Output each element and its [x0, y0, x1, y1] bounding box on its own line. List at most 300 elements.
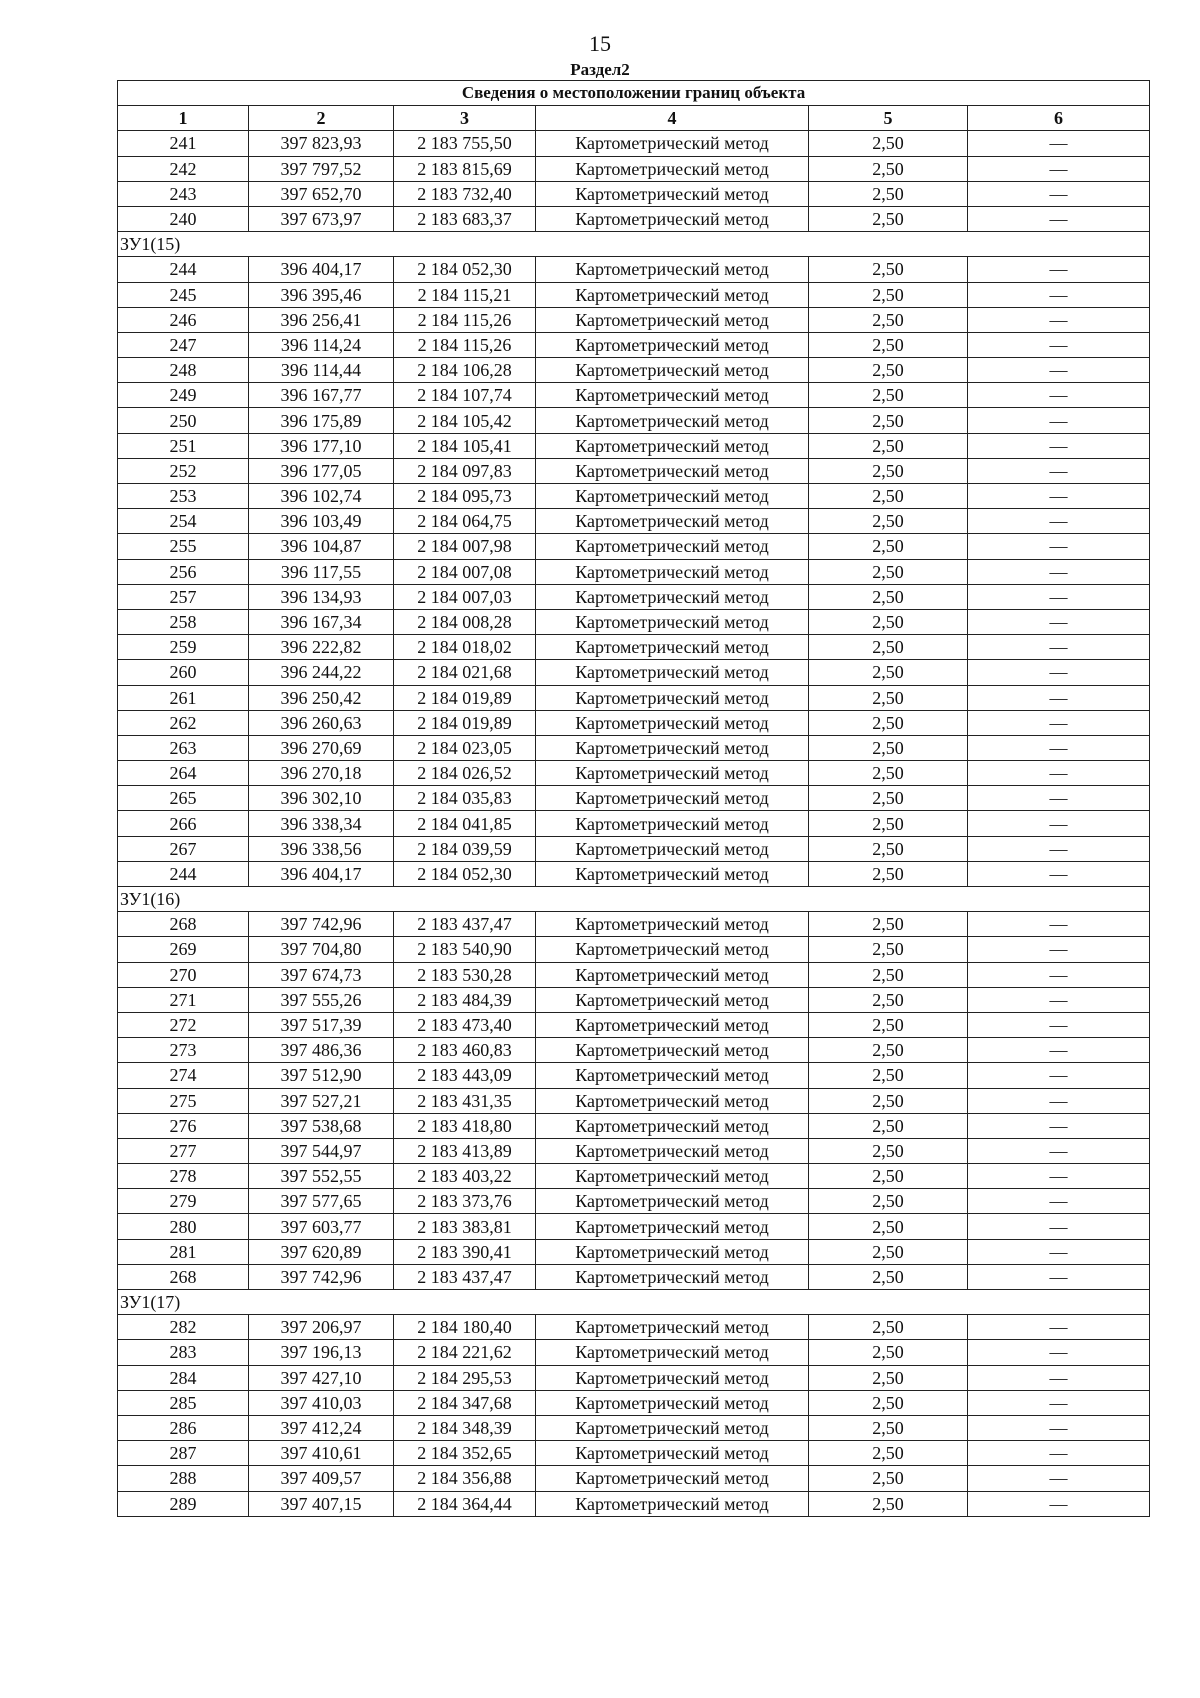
description-cell: — [968, 1466, 1150, 1491]
point-number-cell: 244 [118, 257, 249, 282]
coord-x-cell: 396 114,44 [249, 358, 394, 383]
coord-x-cell: 396 250,42 [249, 685, 394, 710]
column-header: 2 [249, 106, 394, 131]
accuracy-cell: 2,50 [809, 937, 968, 962]
description-cell: — [968, 786, 1150, 811]
accuracy-cell: 2,50 [809, 1138, 968, 1163]
accuracy-cell: 2,50 [809, 257, 968, 282]
accuracy-cell: 2,50 [809, 509, 968, 534]
coord-y-cell: 2 184 115,21 [394, 282, 536, 307]
coord-y-cell: 2 184 007,03 [394, 584, 536, 609]
accuracy-cell: 2,50 [809, 584, 968, 609]
method-cell: Картометрический метод [536, 1264, 809, 1289]
point-number-cell: 270 [118, 962, 249, 987]
point-number-cell: 285 [118, 1390, 249, 1415]
method-cell: Картометрический метод [536, 282, 809, 307]
point-number-cell: 283 [118, 1340, 249, 1365]
description-cell: — [968, 181, 1150, 206]
method-cell: Картометрический метод [536, 761, 809, 786]
description-cell: — [968, 761, 1150, 786]
coord-x-cell: 397 407,15 [249, 1491, 394, 1516]
accuracy-cell: 2,50 [809, 912, 968, 937]
description-cell: — [968, 584, 1150, 609]
method-cell: Картометрический метод [536, 1138, 809, 1163]
coord-y-cell: 2 183 403,22 [394, 1164, 536, 1189]
point-number-cell: 284 [118, 1365, 249, 1390]
description-cell: — [968, 609, 1150, 634]
method-cell: Картометрический метод [536, 1491, 809, 1516]
accuracy-cell: 2,50 [809, 1390, 968, 1415]
coord-x-cell: 397 544,97 [249, 1138, 394, 1163]
method-cell: Картометрический метод [536, 1340, 809, 1365]
point-number-cell: 275 [118, 1088, 249, 1113]
point-number-cell: 243 [118, 181, 249, 206]
column-header: 6 [968, 106, 1150, 131]
coord-x-cell: 396 270,69 [249, 735, 394, 760]
description-cell: — [968, 1390, 1150, 1415]
coord-y-cell: 2 184 115,26 [394, 332, 536, 357]
coord-x-cell: 397 673,97 [249, 206, 394, 231]
coord-y-cell: 2 184 064,75 [394, 509, 536, 534]
table-row [118, 408, 1150, 433]
method-cell: Картометрический метод [536, 861, 809, 886]
coord-y-cell: 2 183 373,76 [394, 1189, 536, 1214]
coordinates-table [117, 80, 1150, 1517]
description-cell: — [968, 811, 1150, 836]
table-caption: Сведения о местоположении границ объекта [118, 81, 1150, 106]
point-number-cell: 274 [118, 1063, 249, 1088]
table-row [118, 987, 1150, 1012]
accuracy-cell: 2,50 [809, 836, 968, 861]
column-header: 5 [809, 106, 968, 131]
point-number-cell: 266 [118, 811, 249, 836]
table-row [118, 584, 1150, 609]
coord-x-cell: 397 674,73 [249, 962, 394, 987]
description-cell: — [968, 836, 1150, 861]
accuracy-cell: 2,50 [809, 1340, 968, 1365]
table-caption-row [118, 81, 1150, 106]
coord-x-cell: 397 603,77 [249, 1214, 394, 1239]
point-number-cell: 253 [118, 484, 249, 509]
method-cell: Картометрический метод [536, 433, 809, 458]
coord-x-cell: 397 577,65 [249, 1189, 394, 1214]
method-cell: Картометрический метод [536, 131, 809, 156]
description-cell: — [968, 559, 1150, 584]
method-cell: Картометрический метод [536, 1365, 809, 1390]
point-number-cell: 254 [118, 509, 249, 534]
table-row [118, 1466, 1150, 1491]
coord-x-cell: 396 338,34 [249, 811, 394, 836]
point-number-cell: 268 [118, 912, 249, 937]
table-row [118, 181, 1150, 206]
description-cell: — [968, 710, 1150, 735]
description-cell: — [968, 635, 1150, 660]
table-row [118, 609, 1150, 634]
method-cell: Картометрический метод [536, 635, 809, 660]
description-cell: — [968, 408, 1150, 433]
method-cell: Картометрический метод [536, 710, 809, 735]
table-row [118, 786, 1150, 811]
accuracy-cell: 2,50 [809, 1315, 968, 1340]
accuracy-cell: 2,50 [809, 660, 968, 685]
point-number-cell: 280 [118, 1214, 249, 1239]
table-row [118, 962, 1150, 987]
accuracy-cell: 2,50 [809, 307, 968, 332]
accuracy-cell: 2,50 [809, 1491, 968, 1516]
method-cell: Картометрический метод [536, 1189, 809, 1214]
method-cell: Картометрический метод [536, 1415, 809, 1440]
coord-x-cell: 396 114,24 [249, 332, 394, 357]
point-number-cell: 281 [118, 1239, 249, 1264]
table-row [118, 761, 1150, 786]
description-cell: — [968, 1441, 1150, 1466]
description-cell: — [968, 131, 1150, 156]
method-cell: Картометрический метод [536, 358, 809, 383]
table-row [118, 433, 1150, 458]
coord-x-cell: 397 206,97 [249, 1315, 394, 1340]
table-row [118, 206, 1150, 231]
coord-y-cell: 2 183 431,35 [394, 1088, 536, 1113]
table-row [118, 710, 1150, 735]
accuracy-cell: 2,50 [809, 962, 968, 987]
table-row [118, 1415, 1150, 1440]
description-cell: — [968, 912, 1150, 937]
table-row [118, 1390, 1150, 1415]
method-cell: Картометрический метод [536, 1113, 809, 1138]
coord-y-cell: 2 183 443,09 [394, 1063, 536, 1088]
coord-y-cell: 2 183 755,50 [394, 131, 536, 156]
coord-x-cell: 396 260,63 [249, 710, 394, 735]
coord-y-cell: 2 184 018,02 [394, 635, 536, 660]
coord-x-cell: 397 620,89 [249, 1239, 394, 1264]
description-cell: — [968, 1315, 1150, 1340]
coord-x-cell: 397 196,13 [249, 1340, 394, 1365]
accuracy-cell: 2,50 [809, 383, 968, 408]
point-number-cell: 289 [118, 1491, 249, 1516]
table-row [118, 307, 1150, 332]
coord-y-cell: 2 184 019,89 [394, 685, 536, 710]
table-row [118, 131, 1150, 156]
coord-y-cell: 2 184 105,41 [394, 433, 536, 458]
accuracy-cell: 2,50 [809, 358, 968, 383]
table-row [118, 156, 1150, 181]
accuracy-cell: 2,50 [809, 761, 968, 786]
point-number-cell: 268 [118, 1264, 249, 1289]
method-cell: Картометрический метод [536, 811, 809, 836]
coord-y-cell: 2 184 095,73 [394, 484, 536, 509]
coord-y-cell: 2 183 815,69 [394, 156, 536, 181]
point-number-cell: 276 [118, 1113, 249, 1138]
method-cell: Картометрический метод [536, 685, 809, 710]
point-number-cell: 279 [118, 1189, 249, 1214]
method-cell: Картометрический метод [536, 1063, 809, 1088]
coord-y-cell: 2 184 221,62 [394, 1340, 536, 1365]
coord-y-cell: 2 183 732,40 [394, 181, 536, 206]
description-cell: — [968, 1365, 1150, 1390]
description-cell: — [968, 1189, 1150, 1214]
coord-y-cell: 2 184 106,28 [394, 358, 536, 383]
accuracy-cell: 2,50 [809, 484, 968, 509]
table-row [118, 660, 1150, 685]
method-cell: Картометрический метод [536, 509, 809, 534]
coord-y-cell: 2 184 026,52 [394, 761, 536, 786]
table-row [118, 1038, 1150, 1063]
coord-x-cell: 396 104,87 [249, 534, 394, 559]
point-number-cell: 242 [118, 156, 249, 181]
column-header: 3 [394, 106, 536, 131]
method-cell: Картометрический метод [536, 937, 809, 962]
coord-y-cell: 2 184 007,98 [394, 534, 536, 559]
coord-x-cell: 396 102,74 [249, 484, 394, 509]
coord-x-cell: 397 410,61 [249, 1441, 394, 1466]
accuracy-cell: 2,50 [809, 987, 968, 1012]
point-number-cell: 277 [118, 1138, 249, 1163]
point-number-cell: 272 [118, 1012, 249, 1037]
description-cell: — [968, 1138, 1150, 1163]
section-title: Раздел2 [570, 60, 630, 79]
coord-x-cell: 396 244,22 [249, 660, 394, 685]
accuracy-cell: 2,50 [809, 1239, 968, 1264]
point-number-cell: 250 [118, 408, 249, 433]
point-number-cell: 271 [118, 987, 249, 1012]
description-cell: — [968, 1063, 1150, 1088]
coord-x-cell: 397 517,39 [249, 1012, 394, 1037]
method-cell: Картометрический метод [536, 206, 809, 231]
group-label: ЗУ1(17) [118, 1290, 1150, 1315]
description-cell: — [968, 962, 1150, 987]
description-cell: — [968, 307, 1150, 332]
accuracy-cell: 2,50 [809, 710, 968, 735]
table-row [118, 1340, 1150, 1365]
description-cell: — [968, 1088, 1150, 1113]
table-row [118, 1264, 1150, 1289]
column-header: 4 [536, 106, 809, 131]
coord-x-cell: 396 222,82 [249, 635, 394, 660]
coord-x-cell: 397 652,70 [249, 181, 394, 206]
coord-y-cell: 2 183 540,90 [394, 937, 536, 962]
table-row [118, 509, 1150, 534]
table-row [118, 1441, 1150, 1466]
point-number-cell: 257 [118, 584, 249, 609]
accuracy-cell: 2,50 [809, 206, 968, 231]
table-row [118, 937, 1150, 962]
table-row [118, 1214, 1150, 1239]
coord-x-cell: 396 404,17 [249, 861, 394, 886]
coord-y-cell: 2 184 008,28 [394, 609, 536, 634]
coord-x-cell: 397 704,80 [249, 937, 394, 962]
accuracy-cell: 2,50 [809, 1214, 968, 1239]
coord-y-cell: 2 184 107,74 [394, 383, 536, 408]
coord-x-cell: 396 177,10 [249, 433, 394, 458]
method-cell: Картометрический метод [536, 1390, 809, 1415]
coord-x-cell: 396 404,17 [249, 257, 394, 282]
coord-x-cell: 396 103,49 [249, 509, 394, 534]
group-row [118, 887, 1150, 912]
table-row [118, 383, 1150, 408]
table-row [118, 1113, 1150, 1138]
coord-y-cell: 2 184 295,53 [394, 1365, 536, 1390]
accuracy-cell: 2,50 [809, 1441, 968, 1466]
coord-y-cell: 2 184 019,89 [394, 710, 536, 735]
description-cell: — [968, 509, 1150, 534]
coord-y-cell: 2 184 041,85 [394, 811, 536, 836]
table-row [118, 484, 1150, 509]
method-cell: Картометрический метод [536, 1214, 809, 1239]
accuracy-cell: 2,50 [809, 1088, 968, 1113]
coord-x-cell: 396 167,34 [249, 609, 394, 634]
accuracy-cell: 2,50 [809, 1038, 968, 1063]
method-cell: Картометрический метод [536, 1164, 809, 1189]
coord-y-cell: 2 183 418,80 [394, 1113, 536, 1138]
coord-x-cell: 396 177,05 [249, 458, 394, 483]
method-cell: Картометрический метод [536, 1038, 809, 1063]
coord-x-cell: 397 823,93 [249, 131, 394, 156]
coord-y-cell: 2 183 437,47 [394, 1264, 536, 1289]
table-row [118, 1239, 1150, 1264]
point-number-cell: 241 [118, 131, 249, 156]
description-cell: — [968, 332, 1150, 357]
table-body [118, 131, 1150, 1516]
coord-y-cell: 2 184 105,42 [394, 408, 536, 433]
table-row [118, 282, 1150, 307]
point-number-cell: 265 [118, 786, 249, 811]
coord-y-cell: 2 183 530,28 [394, 962, 536, 987]
method-cell: Картометрический метод [536, 584, 809, 609]
coord-y-cell: 2 184 348,39 [394, 1415, 536, 1440]
accuracy-cell: 2,50 [809, 811, 968, 836]
accuracy-cell: 2,50 [809, 861, 968, 886]
table-row [118, 1012, 1150, 1037]
table-row [118, 458, 1150, 483]
table-row [118, 735, 1150, 760]
point-number-cell: 245 [118, 282, 249, 307]
accuracy-cell: 2,50 [809, 609, 968, 634]
method-cell: Картометрический метод [536, 383, 809, 408]
coord-y-cell: 2 183 413,89 [394, 1138, 536, 1163]
point-number-cell: 252 [118, 458, 249, 483]
method-cell: Картометрический метод [536, 786, 809, 811]
description-cell: — [968, 1264, 1150, 1289]
coord-x-cell: 396 256,41 [249, 307, 394, 332]
point-number-cell: 267 [118, 836, 249, 861]
description-cell: — [968, 156, 1150, 181]
coord-y-cell: 2 184 347,68 [394, 1390, 536, 1415]
point-number-cell: 249 [118, 383, 249, 408]
column-header-row [118, 106, 1150, 131]
method-cell: Картометрический метод [536, 408, 809, 433]
description-cell: — [968, 358, 1150, 383]
coord-y-cell: 2 184 021,68 [394, 660, 536, 685]
coord-y-cell: 2 184 007,08 [394, 559, 536, 584]
coord-y-cell: 2 183 460,83 [394, 1038, 536, 1063]
accuracy-cell: 2,50 [809, 156, 968, 181]
coord-y-cell: 2 183 390,41 [394, 1239, 536, 1264]
coord-y-cell: 2 184 023,05 [394, 735, 536, 760]
description-cell: — [968, 1012, 1150, 1037]
table-row [118, 332, 1150, 357]
description-cell: — [968, 1214, 1150, 1239]
table-row [118, 358, 1150, 383]
description-cell: — [968, 206, 1150, 231]
description-cell: — [968, 735, 1150, 760]
accuracy-cell: 2,50 [809, 635, 968, 660]
accuracy-cell: 2,50 [809, 458, 968, 483]
coord-x-cell: 396 167,77 [249, 383, 394, 408]
coord-x-cell: 396 175,89 [249, 408, 394, 433]
point-number-cell: 282 [118, 1315, 249, 1340]
coord-x-cell: 396 134,93 [249, 584, 394, 609]
table-row [118, 559, 1150, 584]
accuracy-cell: 2,50 [809, 433, 968, 458]
page-number: 15 [589, 31, 611, 56]
coord-y-cell: 2 184 039,59 [394, 836, 536, 861]
method-cell: Картометрический метод [536, 660, 809, 685]
group-label: ЗУ1(16) [118, 887, 1150, 912]
point-number-cell: 261 [118, 685, 249, 710]
point-number-cell: 286 [118, 1415, 249, 1440]
accuracy-cell: 2,50 [809, 181, 968, 206]
coord-x-cell: 396 117,55 [249, 559, 394, 584]
accuracy-cell: 2,50 [809, 735, 968, 760]
coord-x-cell: 397 552,55 [249, 1164, 394, 1189]
accuracy-cell: 2,50 [809, 685, 968, 710]
method-cell: Картометрический метод [536, 559, 809, 584]
table-row [118, 1138, 1150, 1163]
method-cell: Картометрический метод [536, 1466, 809, 1491]
point-number-cell: 260 [118, 660, 249, 685]
description-cell: — [968, 458, 1150, 483]
coord-x-cell: 397 797,52 [249, 156, 394, 181]
table-row [118, 534, 1150, 559]
accuracy-cell: 2,50 [809, 1264, 968, 1289]
description-cell: — [968, 861, 1150, 886]
method-cell: Картометрический метод [536, 534, 809, 559]
table-row [118, 861, 1150, 886]
method-cell: Картометрический метод [536, 484, 809, 509]
accuracy-cell: 2,50 [809, 1164, 968, 1189]
point-number-cell: 262 [118, 710, 249, 735]
accuracy-cell: 2,50 [809, 786, 968, 811]
method-cell: Картометрический метод [536, 836, 809, 861]
coord-x-cell: 397 527,21 [249, 1088, 394, 1113]
description-cell: — [968, 1491, 1150, 1516]
coord-y-cell: 2 184 352,65 [394, 1441, 536, 1466]
table-row [118, 685, 1150, 710]
point-number-cell: 264 [118, 761, 249, 786]
description-cell: — [968, 433, 1150, 458]
coord-y-cell: 2 184 364,44 [394, 1491, 536, 1516]
table-row [118, 635, 1150, 660]
coord-x-cell: 397 486,36 [249, 1038, 394, 1063]
method-cell: Картометрический метод [536, 1239, 809, 1264]
point-number-cell: 287 [118, 1441, 249, 1466]
accuracy-cell: 2,50 [809, 1415, 968, 1440]
accuracy-cell: 2,50 [809, 1365, 968, 1390]
coord-x-cell: 397 742,96 [249, 912, 394, 937]
coord-x-cell: 397 538,68 [249, 1113, 394, 1138]
point-number-cell: 258 [118, 609, 249, 634]
coord-x-cell: 396 395,46 [249, 282, 394, 307]
description-cell: — [968, 257, 1150, 282]
point-number-cell: 244 [118, 861, 249, 886]
method-cell: Картометрический метод [536, 257, 809, 282]
description-cell: — [968, 1340, 1150, 1365]
coord-y-cell: 2 184 115,26 [394, 307, 536, 332]
coord-y-cell: 2 184 180,40 [394, 1315, 536, 1340]
description-cell: — [968, 534, 1150, 559]
description-cell: — [968, 484, 1150, 509]
table-row [118, 1315, 1150, 1340]
